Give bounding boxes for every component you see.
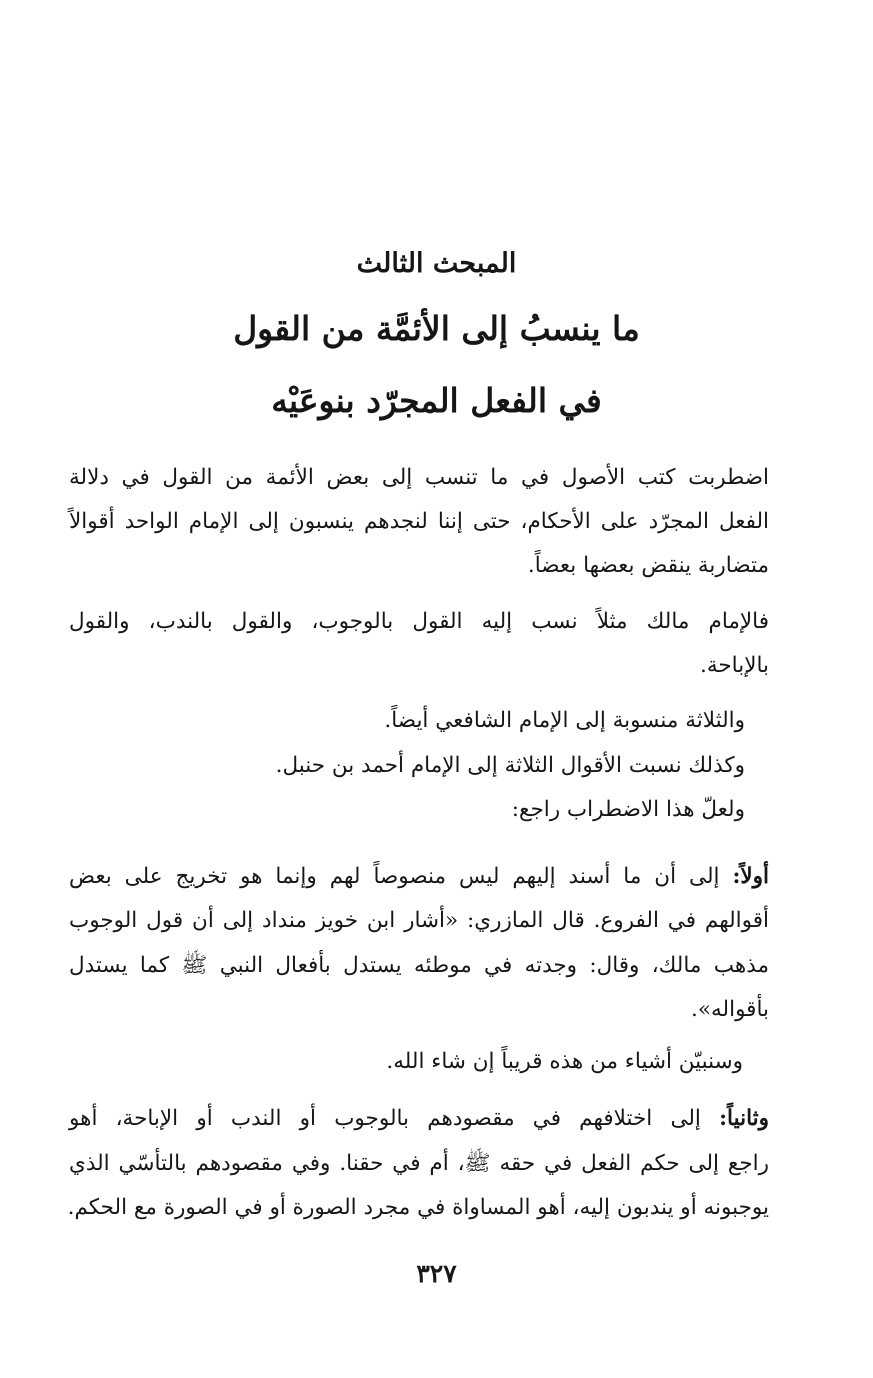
paragraph-8-line-3: يوجبونه أو يندبون إليه، أهو المساواة في مجرد الصورة أو في الصورة مع الحكم. bbox=[67, 1195, 769, 1220]
paragraph-2-line-2: بالإباحة. bbox=[700, 653, 769, 678]
paragraph-6-lead: أولاً: bbox=[732, 864, 769, 889]
paragraph-6-line-3: مذهب مالك، وقال: وجدته في موطئه يستدل بأفعال النبي ﷺ كما يستدل bbox=[69, 953, 769, 978]
paragraph-6-line-1 bbox=[69, 861, 769, 893]
paragraph-1-line-3: متضاربة ينقض بعضها بعضاً. bbox=[527, 553, 769, 578]
chapter-title-line-1: ما ينسبُ إلى الأئمَّة من القول bbox=[233, 309, 640, 348]
paragraph-6-line-2: أقوالهم في الفروع. قال المازري: «أشار ابن خويز منداد إلى أن قول الوجوب bbox=[69, 908, 769, 933]
paragraph-3: والثلاثة منسوبة إلى الإمام الشافعي أيضاً. bbox=[384, 708, 745, 733]
paragraph-2-line-1: فالإمام مالك مثلاً نسب إليه القول بالوجوب، والقول بالندب، والقول bbox=[69, 609, 769, 634]
paragraph-8-line-1-text: إلى اختلافهم في مقصودهم بالوجوب أو الندب أو الإباحة، أهو bbox=[69, 1106, 720, 1131]
paragraph-8-line-1 bbox=[69, 1103, 769, 1135]
paragraph-1-line-1: اضطربت كتب الأصول في ما تنسب إلى بعض الأئمة من القول في دلالة bbox=[69, 465, 769, 490]
paragraph-6-line-4: بأقواله». bbox=[691, 997, 769, 1022]
chapter-title-line-2: في الفعل المجرّد بنوعَيْه bbox=[271, 381, 602, 420]
paragraph-4: وكذلك نسبت الأقوال الثلاثة إلى الإمام أحمد بن حنبل. bbox=[275, 753, 745, 778]
section-label: المبحث الثالث bbox=[356, 248, 517, 279]
paragraph-7: وسنبيّن أشياء من هذه قريباً إن شاء الله. bbox=[386, 1049, 743, 1074]
paragraph-1-line-2: الفعل المجرّد على الأحكام، حتى إننا لنجدهم ينسبون إلى الإمام الواحد أقوالاً bbox=[69, 509, 769, 534]
paragraph-8-line-2: راجع إلى حكم الفعل في حقه ﷺ، أم في حقنا. وفي مقصودهم بالتأسّي الذي bbox=[69, 1151, 769, 1176]
paragraph-8-lead: وثانياً: bbox=[719, 1106, 769, 1131]
paragraph-6-line-1-text: إلى أن ما أسند إليهم ليس منصوصاً لهم وإنما هو تخريج على بعض bbox=[69, 864, 733, 889]
paragraph-5: ولعلّ هذا الاضطراب راجع: bbox=[511, 797, 745, 822]
page-number: ٣٢٧ bbox=[416, 1259, 457, 1288]
